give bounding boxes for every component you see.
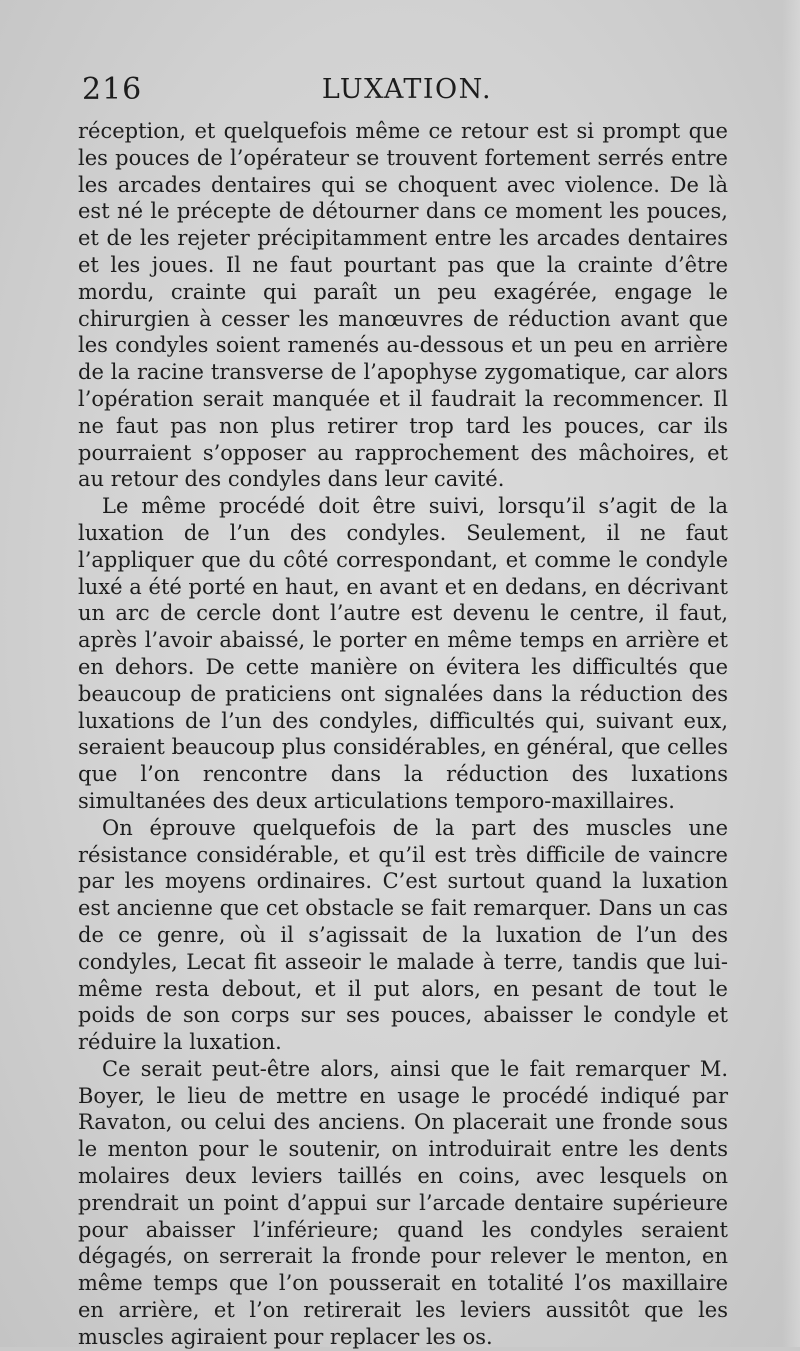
paragraph-continuation: réception, et quelquefois même ce retour est si prompt que les pouces de l’opérateur se trouvent fortement serrés entre les arcades dentaires qui se choquent avec violence. De là est né le précepte de détourner dans ce moment les pouces, et de les rejeter précipitamment entre les arcades dentaires et les joues. Il ne faut pourtant pas que la crainte d’être mordu, crainte qui paraît un peu exagérée, engage le chirurgien à cesser les manœuvres de réduction avant que les condyles soient ramenés au-dessous et un peu en arrière de la racine transverse de l’apophyse zygomatique, car alors l’opération serait manquée et il faudrait la recommencer. Il ne faut pas non plus retirer trop tard les pouces, car ils pourraient s’opposer au rapprochement des mâchoires, et au retour des condyles dans leur cavité. bbox=[78, 119, 728, 492]
paragraph-ravaton-procedure: Ce serait peut-être alors, ainsi que le fait remarquer M. Boyer, le lieu de mettre en usage le procédé indiqué par Ravaton, ou celui des anciens. On placerait une fronde sous le menton pour le soutenir, on introduirait entre les dents molaires deux leviers taillés en coins, avec lesquels on prendrait un point d’appui sur l’arcade dentaire supérieure pour abaisser l’inférieure; quand les condyles seraient dégagés, on serrerait la fronde pour relever le menton, en même temps que l’on pousserait en totalité l’os maxillaire en arrière, et l’on retirerait les leviers aussitôt que les muscles agiraient pour replacer les os. bbox=[78, 1056, 728, 1349]
paragraph-muscle-resistance: On éprouve quelquefois de la part des muscles une résistance considérable, et qu’il est très difficile de vaincre par les moyens ordinaires. C’est surtout quand la luxation est ancienne que cet obstacle se fait remarquer. Dans un cas de ce genre, où il s’agissait de la luxation de l’un des condyles, Lecat fit asseoir le malade à terre, tandis que lui-même resta debout, et il put alors, en pesant de tout le poids de son corps sur ses pouces, abaisser le condyle et réduire la luxation. bbox=[78, 815, 728, 1055]
page-number: 216 bbox=[82, 72, 143, 107]
body-text bbox=[78, 118, 728, 1351]
page-header bbox=[82, 72, 722, 112]
running-title: LUXATION. bbox=[321, 74, 493, 105]
paragraph-single-condyle: Le même procédé doit être suivi, lorsqu’il s’agit de la luxation de l’un des condyles. Seulement, il ne faut l’appliquer que du côté correspondant, et comme le condyle luxé a été porté en haut, en avant et en dedans, en décrivant un arc de cercle dont l’autre est devenu le centre, il faut, après l’avoir abaissé, le porter en même temps en arrière et en dehors. De cette manière on évitera les difficultés que beaucoup de praticiens ont signalées dans la réduction des luxations de l’un des condyles, difficultés qui, suivant eux, seraient beaucoup plus considérables, en général, que celles que l’on rencontre dans la réduction des luxations simultanées des deux articulations temporo-maxillaires. bbox=[78, 494, 728, 813]
